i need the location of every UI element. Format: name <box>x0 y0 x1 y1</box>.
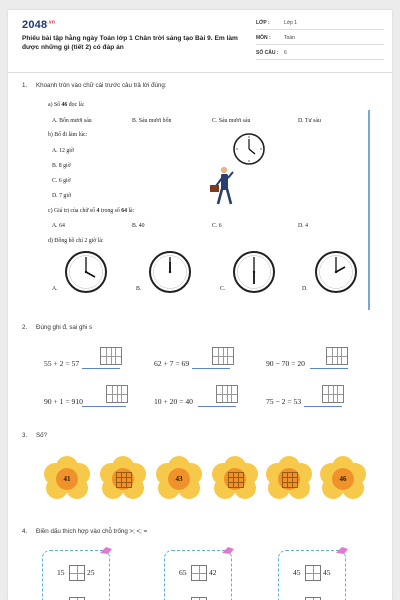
q1d-option-d[interactable]: D. <box>302 286 308 292</box>
q1c-label: c) Giá trị của chữ số 4 trong số 64 là: <box>48 208 135 214</box>
clock-icon <box>314 250 358 294</box>
answer-underline <box>192 368 230 369</box>
clock-icon <box>148 250 192 294</box>
q1a-option-b[interactable]: B. Sáu mươi bốn <box>132 118 172 124</box>
answer-box[interactable] <box>228 472 244 488</box>
answer-box[interactable] <box>116 472 132 488</box>
meta-class <box>256 18 384 30</box>
equation-item: 62 + 7 = 69 <box>154 359 190 368</box>
compare-card <box>164 550 232 600</box>
sign-box[interactable] <box>305 565 321 581</box>
q1c-option-b[interactable]: B. 40 <box>132 223 145 229</box>
compare-card <box>42 550 110 600</box>
q1a-option-d[interactable]: D. Tư sáu <box>298 118 321 124</box>
question-number: 2. <box>22 324 28 331</box>
flower-item[interactable] <box>266 456 312 502</box>
sign-box[interactable] <box>69 565 85 581</box>
question-number: 3. <box>22 432 28 439</box>
site-logo[interactable] <box>22 19 55 31</box>
equation-item: 10 + 20 = 40 <box>154 397 193 406</box>
answer-underline <box>198 406 236 407</box>
equation-item: 90 + 1 = 910 <box>44 397 83 406</box>
meta-key: LỚP : <box>256 20 270 26</box>
document-title: Phiếu bài tập hằng ngày Toán lớp 1 Chân trời sáng tạo Bài 9. Em làm được những gì (tiết 2) có đáp án <box>22 35 238 51</box>
question-prompt: Số? <box>36 432 48 439</box>
margin-line <box>368 110 370 310</box>
q1b-option-b[interactable]: B. 8 giờ <box>52 163 71 169</box>
meta-key: SỐ CÂU : <box>256 50 279 56</box>
answer-box[interactable] <box>282 472 298 488</box>
equation-item: 90 − 70 = 20 <box>266 359 305 368</box>
meta-value: 6 <box>284 50 287 56</box>
flower-item <box>44 456 90 502</box>
compare-right: 25 <box>87 568 95 577</box>
question-1-title <box>22 82 167 89</box>
meta-key: MÔN : <box>256 35 271 41</box>
compare-left: 15 <box>57 568 65 577</box>
pin-icon <box>221 545 235 555</box>
question-3-title <box>22 432 47 439</box>
compare-card <box>278 550 346 600</box>
answer-box[interactable] <box>326 347 348 365</box>
q1d-option-b[interactable]: B. <box>136 286 142 292</box>
answer-box[interactable] <box>216 385 238 403</box>
answer-underline <box>82 406 126 407</box>
pin-icon <box>335 545 349 555</box>
question-prompt: Đúng ghi đ, sai ghi s <box>36 324 93 331</box>
answer-underline <box>82 368 120 369</box>
q1b-option-c[interactable]: C. 6 giờ <box>52 178 71 184</box>
compare-left: 45 <box>293 568 301 577</box>
q1d-option-c[interactable]: C. <box>220 286 226 292</box>
pin-icon <box>99 545 113 555</box>
flower-item <box>156 456 202 502</box>
compare-right: 45 <box>323 568 331 577</box>
flower-center: 43 <box>168 468 190 490</box>
equation-item: 75 − 2 = 53 <box>266 397 302 406</box>
meta-value: Lớp 1 <box>284 20 298 26</box>
question-prompt: Điền dấu thích hợp vào chỗ trống >; <; = <box>36 528 148 535</box>
meta-subject <box>256 33 384 45</box>
compare-left: 65 <box>179 568 187 577</box>
worksheet <box>8 10 392 600</box>
logo-suffix: .vn <box>47 19 56 26</box>
question-number: 4. <box>22 528 28 535</box>
q1d-label: d) Đồng hồ chỉ 2 giờ là: <box>48 238 104 244</box>
answer-underline <box>310 368 348 369</box>
meta-count <box>256 48 384 60</box>
q1c-option-c[interactable]: C. 6 <box>212 223 222 229</box>
q1b-option-a[interactable]: A. 12 giờ <box>52 148 74 154</box>
businessman-illustration <box>204 132 274 210</box>
question-2-title <box>22 324 92 331</box>
question-4-title <box>22 528 147 535</box>
answer-box[interactable] <box>322 385 344 403</box>
question-prompt: Khoanh tròn vào chữ cái trước câu trả lời đúng: <box>36 82 167 89</box>
q1c-option-a[interactable]: A. 64 <box>52 223 65 229</box>
flower-center: 41 <box>56 468 78 490</box>
question-number: 1. <box>22 82 28 89</box>
flower-center: 46 <box>332 468 354 490</box>
answer-box[interactable] <box>100 347 122 365</box>
meta-value: Toán <box>284 35 295 41</box>
flower-item[interactable] <box>212 456 258 502</box>
clock-icon <box>64 250 108 294</box>
q1a-option-c[interactable]: C. Sáu mươi sáu <box>212 118 251 124</box>
answer-underline <box>304 406 342 407</box>
equation-item: 55 + 2 = 57 <box>44 359 80 368</box>
sign-box[interactable] <box>191 565 207 581</box>
answer-box[interactable] <box>106 385 128 403</box>
flower-item[interactable] <box>100 456 146 502</box>
answer-box[interactable] <box>212 347 234 365</box>
q1b-label: b) Bố đi làm lúc: <box>48 132 88 138</box>
q1a-label: a) Số 46 đọc là: <box>48 102 85 108</box>
q1d-option-a[interactable]: A. <box>52 286 58 292</box>
logo-text: 2048 <box>22 19 48 31</box>
clock-icon <box>232 250 276 294</box>
q1b-option-d[interactable]: D. 7 giờ <box>52 193 72 199</box>
flower-item <box>320 456 366 502</box>
compare-right: 42 <box>209 568 217 577</box>
worksheet-header <box>8 10 392 73</box>
q1a-option-a[interactable]: A. Bốn mươi sáu <box>52 118 92 124</box>
q1c-option-d[interactable]: D. 4 <box>298 223 308 229</box>
